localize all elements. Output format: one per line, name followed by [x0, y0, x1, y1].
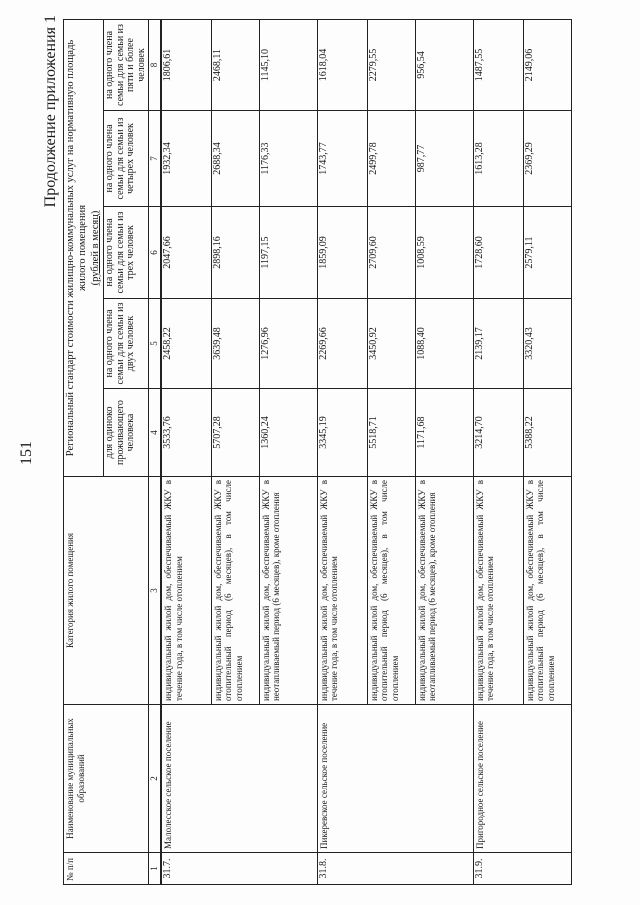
value-cell: 1276,96: [259, 299, 317, 389]
value-cell: 2709,60: [367, 207, 415, 299]
row-number-empty: [211, 853, 259, 885]
value-cell: 2149,06: [523, 20, 571, 111]
municipality-name: Пригородное сельское поселение: [473, 705, 523, 853]
housing-category: индивидуальный жилой дом, обеспечиваемый ЖКУ в течение года, в том числе отоплением: [317, 477, 367, 705]
value-cell: 3533,76: [161, 389, 211, 477]
table-row: [523, 20, 571, 885]
header-category: Категория жилого помещения: [64, 477, 149, 705]
value-cell: 2898,16: [211, 207, 259, 299]
value-cell: 1728,60: [473, 207, 523, 299]
column-number: 7: [149, 111, 162, 207]
row-number: 31.7.: [161, 853, 211, 885]
subheader-two: на одного члена семьи для семьи из двух человек: [104, 299, 149, 389]
appendix-title: Продолжение приложения 1: [42, 15, 59, 208]
value-cell: 1171,68: [415, 389, 473, 477]
value-cell: 5388,22: [523, 389, 571, 477]
value-cell: 1008,59: [415, 207, 473, 299]
value-cell: 1613,28: [473, 111, 523, 207]
row-number-empty: [415, 853, 473, 885]
value-cell: 3214,70: [473, 389, 523, 477]
subheader-five: на одного члена семьи для семьи из пяти и более человек: [104, 20, 149, 111]
table-row: [161, 20, 211, 885]
header-standard-unit: (рублей в месяц): [90, 20, 104, 477]
municipality-name-empty: [259, 705, 317, 853]
table-row: [415, 20, 473, 885]
value-cell: 2279,55: [367, 20, 415, 111]
column-number: 3: [149, 477, 162, 705]
value-cell: 1197,15: [259, 207, 317, 299]
municipality-name-empty: [523, 705, 571, 853]
value-cell: 2579,11: [523, 207, 571, 299]
value-cell: 1618,04: [317, 20, 367, 111]
value-cell: 2468,11: [211, 20, 259, 111]
row-number-empty: [367, 853, 415, 885]
page-number: 151: [18, 441, 35, 465]
column-number: 1: [149, 853, 162, 885]
municipality-name: Малолесское сельское поселение: [161, 705, 211, 853]
value-cell: 3639,48: [211, 299, 259, 389]
table-row: [317, 20, 367, 885]
municipality-name-empty: [211, 705, 259, 853]
housing-category: индивидуальный жилой дом, обеспечиваемый ЖКУ в неотапливаемый период (6 месяцев), кроме отопления: [259, 477, 317, 705]
column-number: 8: [149, 20, 162, 111]
value-cell: 2688,34: [211, 111, 259, 207]
header-standard-title: [64, 20, 91, 477]
value-cell: 1360,24: [259, 389, 317, 477]
housing-category: индивидуальный жилой дом, обеспечиваемый ЖКУ в отопительный период (6 месяцев), в том числе отоплением: [211, 477, 259, 705]
housing-category: индивидуальный жилой дом, обеспечиваемый ЖКУ в отопительный период (6 месяцев), в том числе отоплением: [523, 477, 571, 705]
value-cell: 5518,71: [367, 389, 415, 477]
housing-category: индивидуальный жилой дом, обеспечиваемый ЖКУ в течение года, в том числе отоплением: [161, 477, 211, 705]
table-row: [473, 20, 523, 885]
table-row: [211, 20, 259, 885]
housing-category: индивидуальный жилой дом, обеспечиваемый ЖКУ в течение года, в том числе отоплением: [473, 477, 523, 705]
value-cell: 3450,92: [367, 299, 415, 389]
value-cell: 2458,22: [161, 299, 211, 389]
column-number: 2: [149, 705, 162, 853]
standard-title-text: Региональный стандарт стоимости жилищно-коммунальных услуг на нормативную площадь жилого помещения: [65, 39, 88, 457]
column-number: 5: [149, 299, 162, 389]
value-cell: 5707,28: [211, 389, 259, 477]
subheader-single: для одиноко проживающего человека: [104, 389, 149, 477]
subheader-three: на одного члена семьи для семьи из трех человек: [104, 207, 149, 299]
table-row: [259, 20, 317, 885]
column-numbers-row: [149, 20, 162, 885]
housing-category: индивидуальный жилой дом, обеспечиваемый ЖКУ в неотапливаемый период (6 месяцев), кроме отопления: [415, 477, 473, 705]
column-number: 6: [149, 207, 162, 299]
row-number-empty: [259, 853, 317, 885]
municipality-name: Пикеревское сельское поселение: [317, 705, 367, 853]
table-row: [367, 20, 415, 885]
value-cell: 1176,33: [259, 111, 317, 207]
value-cell: 1743,77: [317, 111, 367, 207]
municipality-name-empty: [415, 705, 473, 853]
header-num: № п/п: [64, 853, 149, 885]
value-cell: 956,54: [415, 20, 473, 111]
row-number-empty: [523, 853, 571, 885]
column-number: 4: [149, 389, 162, 477]
header-name: Наименование муниципальных образований: [64, 705, 149, 853]
row-number: 31.9.: [473, 853, 523, 885]
value-cell: 1145,10: [259, 20, 317, 111]
value-cell: 1487,55: [473, 20, 523, 111]
value-cell: 1859,09: [317, 207, 367, 299]
subheader-four: на одного члена семьи для семьи из четырех человек: [104, 111, 149, 207]
value-cell: 2369,29: [523, 111, 571, 207]
row-number: 31.8.: [317, 853, 367, 885]
header-row-1: [64, 20, 91, 885]
municipality-name-empty: [367, 705, 415, 853]
value-cell: 3345,19: [317, 389, 367, 477]
value-cell: 1806,61: [161, 20, 211, 111]
value-cell: 987,77: [415, 111, 473, 207]
standards-table: [63, 19, 572, 885]
value-cell: 2499,78: [367, 111, 415, 207]
housing-category: индивидуальный жилой дом, обеспечиваемый ЖКУ в отопительный период (6 месяцев), в том числе отоплением: [367, 477, 415, 705]
value-cell: 1088,40: [415, 299, 473, 389]
value-cell: 1932,34: [161, 111, 211, 207]
value-cell: 2139,17: [473, 299, 523, 389]
value-cell: 2269,66: [317, 299, 367, 389]
value-cell: 3320,43: [523, 299, 571, 389]
value-cell: 2047,66: [161, 207, 211, 299]
